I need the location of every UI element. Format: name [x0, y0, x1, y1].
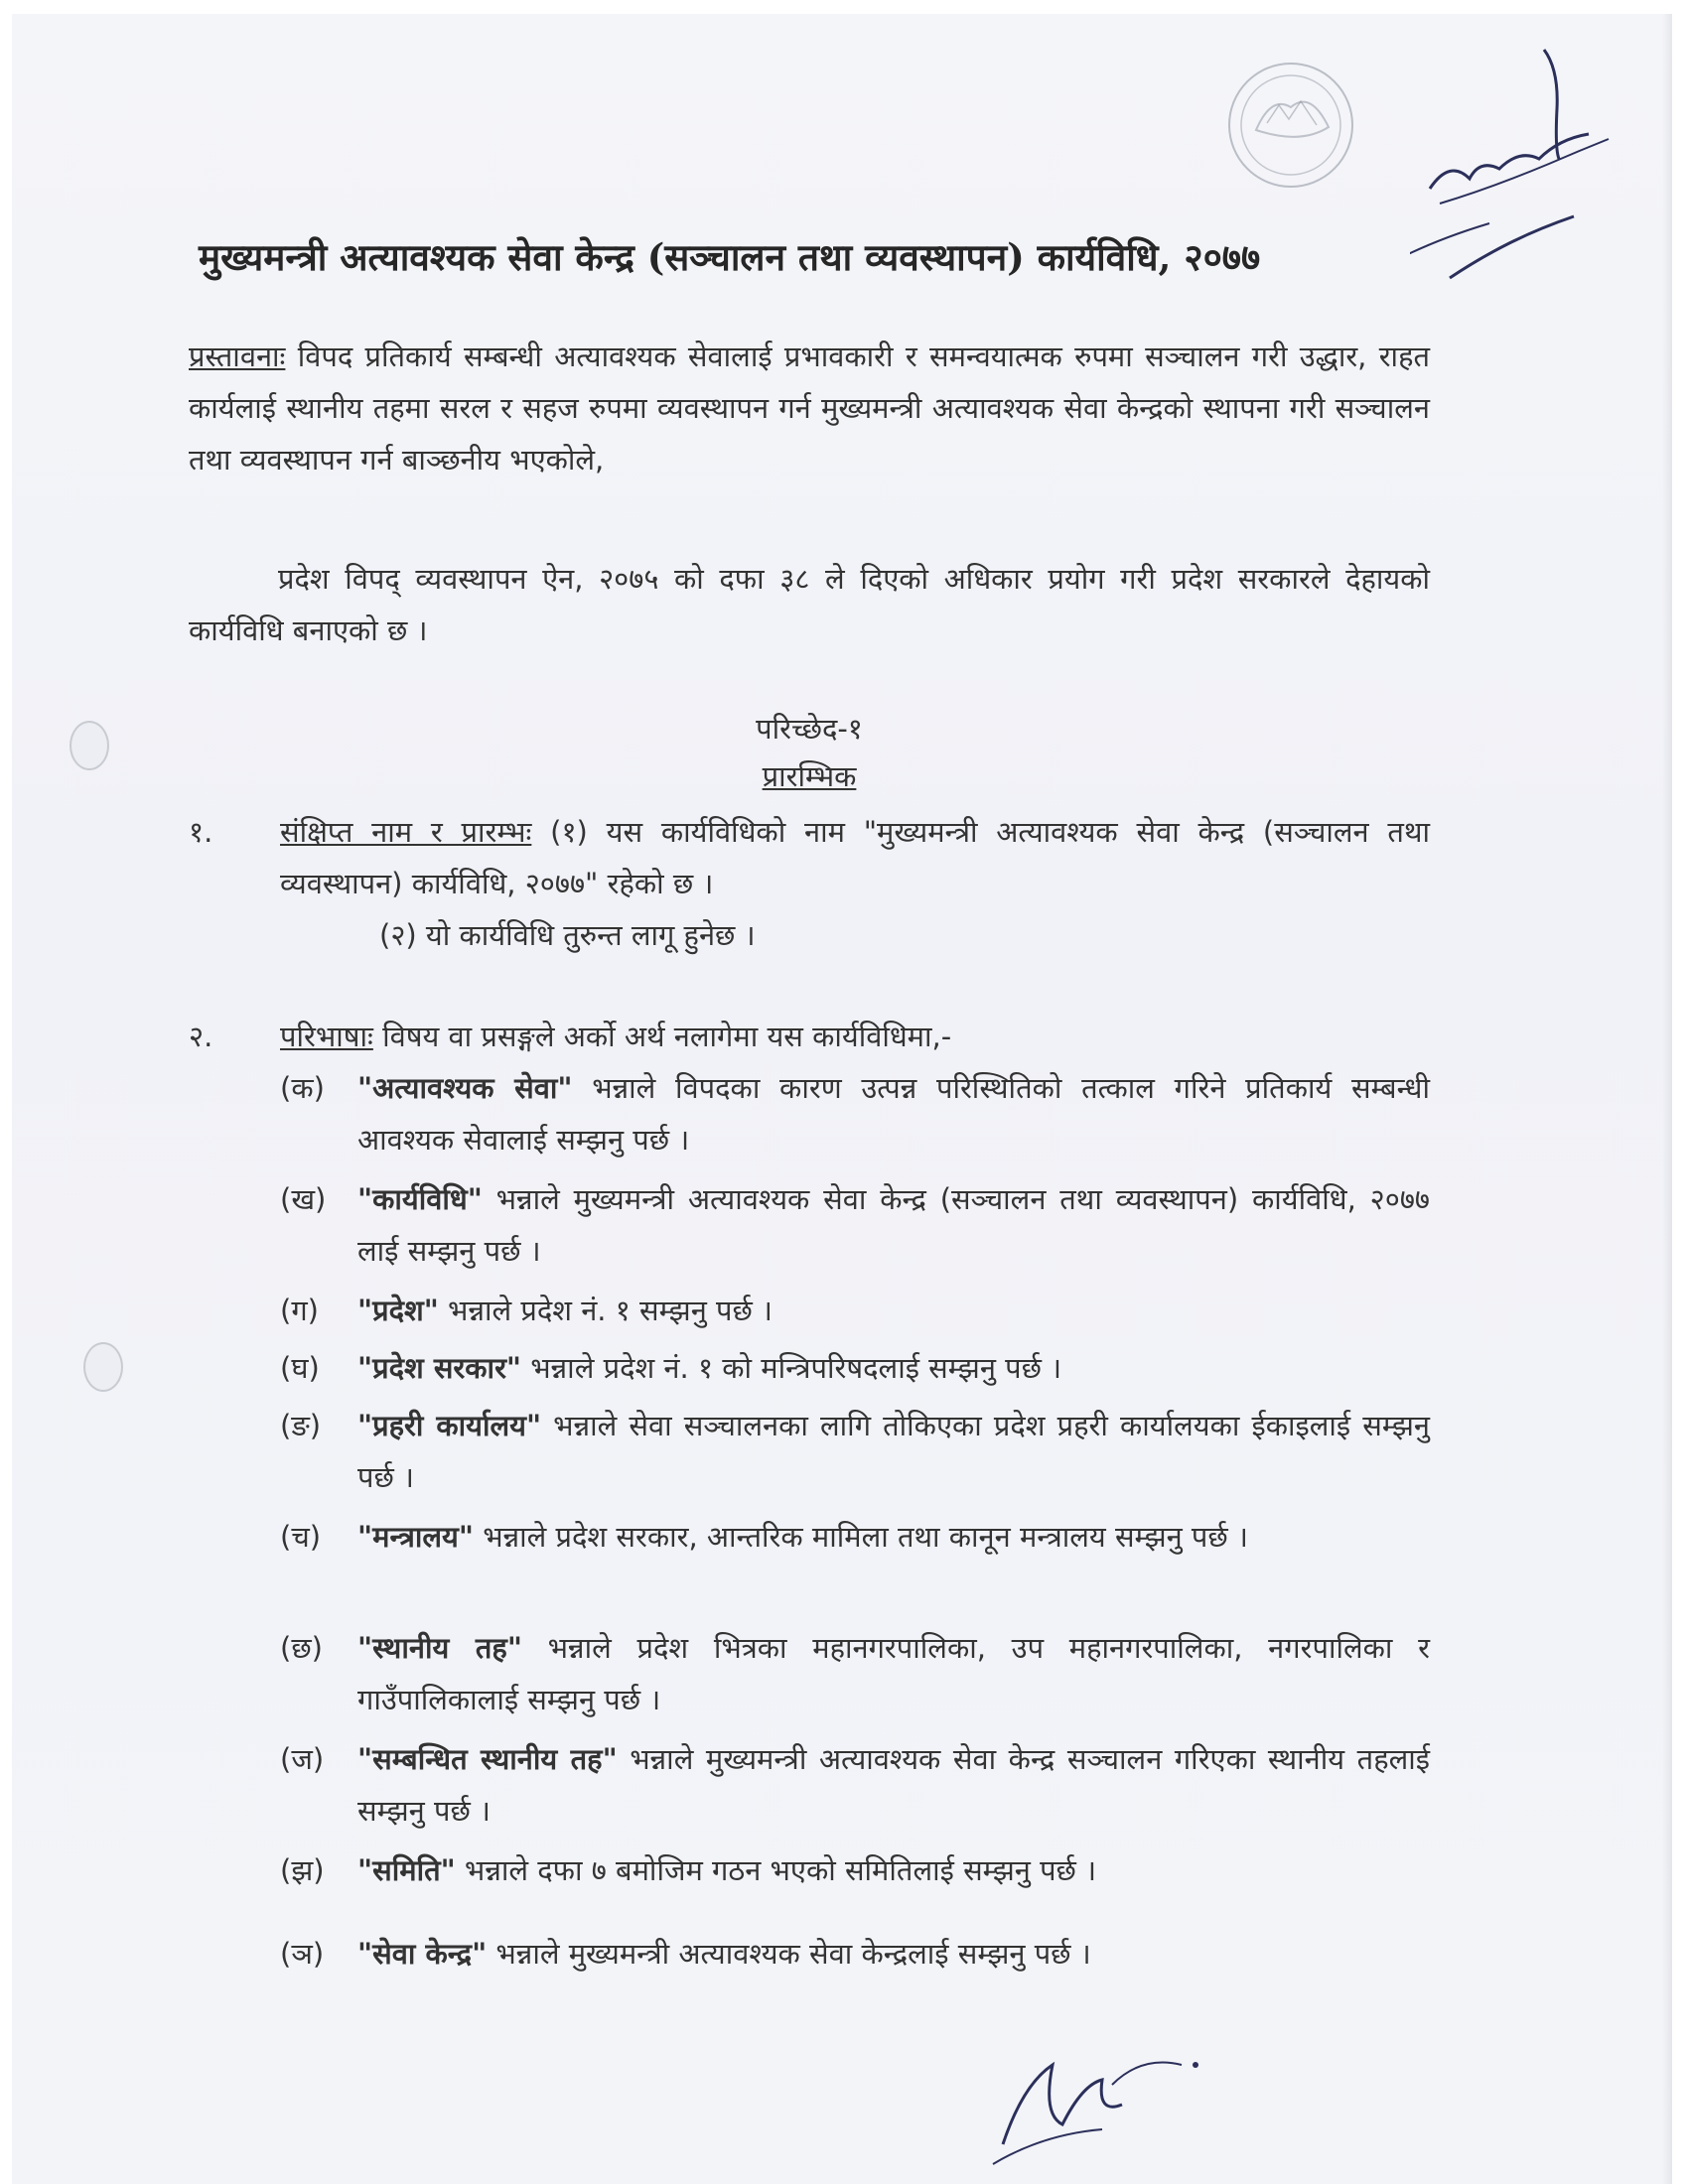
defined-term: "प्रदेश" [357, 1294, 439, 1327]
page-edge-shadow [1662, 14, 1672, 2184]
document-title: मुख्यमन्त्री अत्यावश्यक सेवा केन्द्र (सञ्चालन तथा व्यवस्थापन) कार्यविधि, २०७७ [199, 235, 1261, 279]
punch-hole [70, 721, 109, 770]
section-number: १. [189, 815, 213, 849]
clause-text [357, 1511, 1430, 1563]
clause-text [357, 1928, 1430, 1979]
section-text: विषय वा प्रसङ्गले अर्को अर्थ नलागेमा यस कार्यविधिमा,- [372, 1020, 952, 1053]
clause-marker: (च) [280, 1520, 322, 1554]
defined-term: "सम्बन्धित स्थानीय तह" [357, 1742, 618, 1776]
clause-text [357, 1400, 1430, 1503]
clause-marker: (ज) [280, 1742, 325, 1776]
defined-term: "समिति" [357, 1853, 456, 1887]
clause-marker: (ङ) [280, 1409, 322, 1442]
clause-marker: (झ) [280, 1853, 325, 1887]
clause-text [357, 1062, 1430, 1165]
defined-term: "प्रहरी कार्यालय" [357, 1409, 542, 1442]
clause-marker: (ञ) [280, 1937, 325, 1971]
clause-text [357, 1285, 1430, 1336]
clause-text [357, 1733, 1430, 1837]
section-number: २. [189, 1020, 213, 1053]
preamble-text: विपद प्रतिकार्य सम्बन्धी अत्यावश्यक सेवालाई प्रभावकारी र समन्वयात्मक रुपमा सञ्चालन गरी उद्धार, राहत कार्यलाई स्थानीय तहमा सरल र सहज रुपमा व्यवस्थापन गर्न मुख्यमन्त्री अत्यावश्यक सेवा केन्द्रको स्थापना गरी सञ्चालन तथा व्यवस्थापन गर्न बाञ्छनीय भएकोले, [189, 340, 1430, 477]
defined-term: "सेवा केन्द्र" [357, 1937, 488, 1971]
section-text: (१) यस कार्यविधिको नाम "मुख्यमन्त्री अत्यावश्यक सेवा केन्द्र (सञ्चालन तथा व्यवस्थापन) कार्यविधि, २०७७" रहेको छ । [280, 815, 1430, 900]
defined-term: "प्रदेश सरकार" [357, 1351, 522, 1385]
section-body [280, 806, 1430, 961]
chapter-title: प्रारम्भिक [762, 759, 857, 793]
section-heading: संक्षिप्त नाम र प्रारम्भः [280, 815, 532, 849]
clause-marker: (ख) [280, 1182, 327, 1216]
clause-text [357, 1173, 1430, 1277]
section-2 [189, 1011, 1430, 2053]
clause-definition: भन्नाले प्रदेश नं. १ सम्झनु पर्छ । [438, 1294, 774, 1327]
defined-term: "कार्यविधि" [357, 1182, 483, 1216]
secretary-signature [1410, 40, 1648, 338]
defined-term: "मन्त्रालय" [357, 1520, 474, 1554]
clause-marker: (क) [280, 1071, 325, 1105]
clause-definition: भन्नाले प्रदेश नं. १ को मन्त्रिपरिषदलाई सम्झनु पर्छ । [521, 1351, 1062, 1385]
chapter-heading [189, 705, 1430, 800]
preamble-label: प्रस्तावनाः [189, 340, 286, 373]
enactment-clause: प्रदेश विपद् व्यवस्थापन ऐन, २०७५ को दफा ३८ ले दिएको अधिकार प्रयोग गरी प्रदेश सरकारले देहायको कार्यविधि बनाएको छ । [189, 562, 1430, 647]
chapter-label: परिच्छेद-१ [756, 712, 863, 746]
preamble [189, 331, 1430, 485]
clause-definition: भन्नाले सेवा सञ्चालनका लागि तोकिएका प्रदेश प्रहरी कार्यालयका ईकाइलाई सम्झनु पर्छ । [357, 1409, 1431, 1494]
punch-hole [83, 1342, 123, 1392]
section-body [280, 1011, 1430, 1062]
clause-definition: भन्नाले मुख्यमन्त्री अत्यावश्यक सेवा केन्द्र सञ्चालन गरिएका स्थानीय तहलाई सम्झनु पर्छ । [357, 1742, 1431, 1828]
clause-definition: भन्नाले मुख्यमन्त्री अत्यावश्यक सेवा केन्द्रलाई सम्झनु पर्छ । [487, 1937, 1091, 1971]
section-1 [189, 806, 1430, 985]
clause-definition: भन्नाले दफा ७ बमोजिम गठन भएको समितिलाई सम्झनु पर्छ । [455, 1853, 1097, 1887]
clause-definition: भन्नाले मुख्यमन्त्री अत्यावश्यक सेवा केन्द्र (सञ्चालन तथा व्यवस्थापन) कार्यविधि, २०७७ लाई सम्झनु पर्छ । [357, 1182, 1430, 1268]
defined-term: "अत्यावश्यक सेवा" [357, 1071, 573, 1105]
clause-marker: (ग) [280, 1294, 319, 1327]
clause-marker: (छ) [280, 1631, 323, 1665]
clause-text [357, 1622, 1430, 1725]
defined-term: "स्थानीय तह" [357, 1631, 522, 1665]
subsection-2: (२) यो कार्यविधि तुरुन्त लागू हुनेछ । [379, 918, 756, 952]
clause-definition: भन्नाले प्रदेश भित्रका महानगरपालिका, उप महानगरपालिका, नगरपालिका र गाउँपालिकालाई सम्झनु पर्छ । [357, 1631, 1430, 1716]
clause-marker: (घ) [280, 1351, 320, 1385]
clause-definition: भन्नाले प्रदेश सरकार, आन्तरिक मामिला तथा कानून मन्त्रालय सम्झनु पर्छ । [474, 1520, 1248, 1554]
official-seal [1172, 36, 1410, 254]
section-heading: परिभाषाः [280, 1020, 373, 1053]
clause-text [357, 1844, 1430, 1896]
clause-definition: भन्नाले विपदका कारण उत्पन्न परिस्थितिको तत्काल गरिने प्रतिकार्य सम्बन्धी आवश्यक सेवालाई सम्झनु पर्छ । [357, 1071, 1430, 1157]
clause-text [357, 1342, 1430, 1394]
